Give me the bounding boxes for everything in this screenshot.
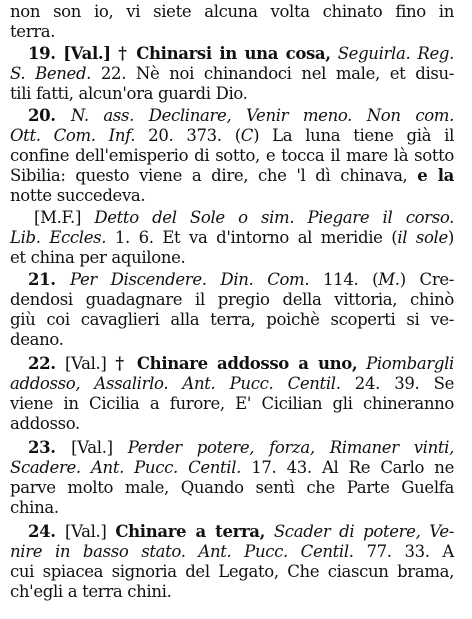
italic-text: Seguirla. Reg.: [330, 44, 454, 63]
text-span: 77. 33. A: [353, 542, 454, 561]
text-line: [10, 582, 454, 602]
text-line: [10, 64, 454, 84]
italic-text: Detto del Sole o sim. Piegare il corso.: [94, 208, 455, 227]
italic-text: Scader di potere, Ve-: [265, 522, 455, 541]
bold-text: 21.: [28, 270, 70, 289]
text-span: [Val.]: [71, 438, 128, 457]
text-line: [10, 478, 454, 498]
text-span: 1. 6. Et va d'intorno al meridie (: [106, 228, 398, 247]
text-span: addosso.: [10, 414, 80, 433]
text-span: giù coi cavaglieri alla terra, poichè scoperti si ve-: [10, 310, 454, 329]
text-line: [28, 106, 454, 126]
text-span: dendosi guadagnare il pregio della vittoria, chinò: [10, 290, 454, 309]
bold-text: 23.: [28, 438, 72, 457]
text-line: [34, 208, 454, 228]
text-line: [28, 354, 454, 374]
italic-text: Ott. Com. Inf.: [10, 126, 136, 145]
italic-text: nire in basso stato. Ant. Pucc. Centil.: [10, 542, 354, 561]
text-span: [Val.]: [64, 354, 116, 373]
text-span: non son io, vi siete alcuna volta chinato fino in: [10, 2, 454, 21]
bold-text: 20.: [28, 106, 71, 125]
text-line: [10, 186, 454, 206]
bold-text: e la: [417, 166, 454, 185]
text-span: confine dell'emisperio di sotto, e tocca il mare là sotto: [10, 146, 454, 165]
text-line: [10, 394, 454, 414]
text-line: [10, 166, 454, 186]
italic-text: Per Discendere. Din. Com.: [69, 270, 310, 289]
text-span: ) Cre-: [399, 270, 455, 289]
text-span: Sibilia: questo viene a dire, che 'l dì chinava,: [10, 166, 418, 185]
text-line: [10, 458, 454, 478]
bold-text: Chinare a terra,: [115, 522, 266, 541]
text-line: [10, 374, 454, 394]
text-span: 22. Nè noi chinandoci nel male, et disu-: [91, 64, 454, 83]
text-span: [Val.]: [64, 522, 116, 541]
text-line: [10, 562, 454, 582]
text-span: 20. 373. (: [135, 126, 241, 145]
bold-text: 22.: [28, 354, 65, 373]
text-line: [10, 228, 454, 248]
text-span: ): [447, 228, 454, 247]
text-line: [10, 126, 454, 146]
text-line: [10, 542, 454, 562]
text-line: [10, 2, 454, 22]
text-span: parve molto male, Quando sentì che Parte Guelfa: [10, 478, 454, 497]
text-line: [10, 22, 454, 42]
text-span: 24. 39. Se: [340, 374, 454, 393]
text-line: [10, 498, 454, 518]
bold-text: Chinarsi in una cosa,: [136, 44, 331, 63]
text-line: [10, 290, 454, 310]
text-span: cui spiacea signoria del Legato, Che ciascun brama,: [10, 562, 454, 581]
text-span: notte succedeva.: [10, 186, 146, 205]
italic-text: N. ass. Declinare, Venir meno. Non com.: [70, 106, 454, 125]
italic-text: C: [240, 126, 254, 145]
italic-text: addosso, Assalirlo. Ant. Pucc. Centil.: [10, 374, 341, 393]
text-span: 114. (: [309, 270, 379, 289]
text-span: china.: [10, 498, 59, 517]
italic-text: il sole: [397, 228, 448, 247]
bold-text: 19. [Val.] †: [28, 44, 137, 63]
text-line: [28, 438, 454, 458]
italic-text: Lib. Eccles.: [10, 228, 107, 247]
text-span: terra.: [10, 22, 56, 41]
text-line: [28, 44, 454, 64]
text-span: tili fatti, alcun'ora guardi Dio.: [10, 84, 248, 103]
text-span: ch'egli a terra chini.: [10, 582, 172, 601]
italic-text: S. Bened.: [10, 64, 92, 83]
italic-text: M.: [378, 270, 400, 289]
text-line: [28, 522, 454, 542]
text-span: ) La luna tiene già il: [253, 126, 454, 145]
text-line: [28, 270, 454, 290]
text-line: [10, 84, 454, 104]
text-span: [M.F.]: [34, 208, 95, 227]
text-span: 17. 43. Al Re Carlo ne: [241, 458, 454, 477]
bold-text: 24.: [28, 522, 65, 541]
text-span: deano.: [10, 330, 64, 349]
text-line: [10, 414, 454, 434]
text-line: [10, 248, 454, 268]
text-line: [10, 310, 454, 330]
italic-text: Piombargli: [357, 354, 454, 373]
text-line: [10, 330, 454, 350]
italic-text: Perder potere, forza, Rimaner vinti,: [127, 438, 454, 457]
bold-text: † Chinare addosso a uno,: [115, 354, 358, 373]
italic-text: Scadere. Ant. Pucc. Centil.: [10, 458, 242, 477]
text-span: viene in Cicilia a furore, E' Cicilian gli chineranno: [10, 394, 454, 413]
text-span: et china per aquilone.: [10, 248, 186, 267]
text-line: [10, 146, 454, 166]
